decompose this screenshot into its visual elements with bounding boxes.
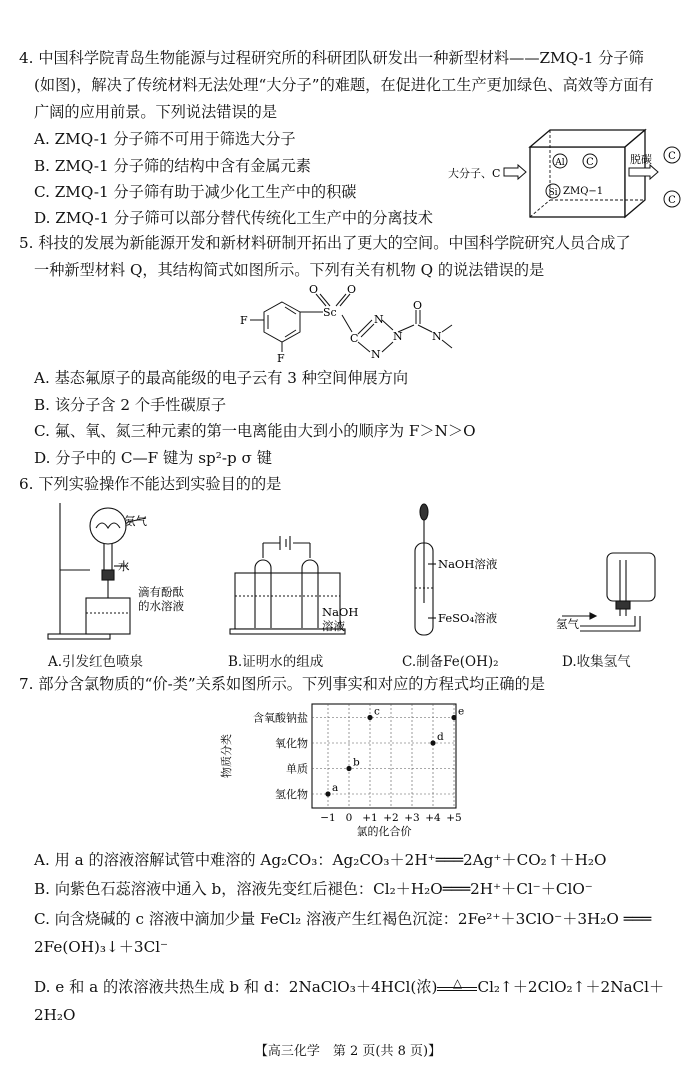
output-c-bottom: C bbox=[668, 195, 676, 206]
q7-option-b: B. 向紫色石蕊溶液中通入 b，溶液先变红后褪色：Cl₂＋H₂O═══2H⁺＋Cl⁻＋ClO⁻ bbox=[34, 880, 593, 898]
q6-apparatus-figures bbox=[40, 498, 680, 646]
naoh-label-1: NaOH bbox=[322, 605, 359, 619]
q4-molecular-sieve-figure bbox=[440, 125, 690, 220]
q5-option-b: B. 该分子含 2 个手性碳原子 bbox=[34, 396, 227, 414]
heat-symbol: △ bbox=[452, 976, 463, 990]
output-c-top: C bbox=[668, 151, 676, 162]
page-footer: 【高三化学 第 2 页(共 8 页)】 bbox=[254, 1044, 442, 1059]
data-point-b bbox=[346, 766, 351, 771]
naoh-label-2: 溶液 bbox=[322, 619, 345, 633]
nitrogen-label-2: N bbox=[393, 330, 403, 343]
q5-stem-line2: 一种新型材料 Q，其结构简式如图所示。下列有关有机物 Q 的说法错误的是 bbox=[34, 261, 545, 279]
fluorine-label-1: F bbox=[240, 314, 248, 327]
data-point-a bbox=[325, 791, 330, 796]
data-point-d bbox=[430, 740, 435, 745]
feso4-label: FeSO₄溶液 bbox=[438, 611, 498, 625]
q4-stem-line3: 广阔的应用前景。下列说法错误的是 bbox=[34, 103, 277, 121]
q4-stem-line2: (如图)，解决了传统材料无法处理“大分子”的难题，在促进化工生产更加绿色、高效等方面有 bbox=[34, 76, 654, 94]
x-tick-label: +2 bbox=[383, 812, 399, 824]
data-point-label: a bbox=[332, 782, 339, 794]
data-point-e bbox=[451, 715, 456, 720]
q4-option-b: B. ZMQ-1 分子筛的结构中含有金属元素 bbox=[34, 157, 311, 175]
q6-stem: 6. 下列实验操作不能达到实验目的的是 bbox=[19, 475, 282, 493]
x-tick-label: 0 bbox=[345, 812, 353, 824]
al-atom-label: Al bbox=[555, 158, 565, 168]
q6-caption-d: D.收集氢气 bbox=[562, 654, 631, 670]
y-category-label: 单质 bbox=[286, 762, 308, 776]
q7-option-d-line1 bbox=[34, 977, 664, 997]
q6-caption-b: B.证明水的组成 bbox=[228, 654, 324, 670]
zmq-label: ZMQ−1 bbox=[563, 186, 604, 197]
y-category-label: 氧化物 bbox=[275, 737, 308, 750]
data-point-c bbox=[367, 715, 372, 720]
oxygen-label-1: O bbox=[309, 283, 319, 296]
input-label: 大分子、C bbox=[448, 167, 501, 180]
x-tick-label: +1 bbox=[362, 812, 378, 824]
q6-caption-a: A.引发红色喷泉 bbox=[48, 654, 144, 670]
q6-caption-c: C.制备Fe(OH)₂ bbox=[402, 654, 499, 670]
water-label: 水 bbox=[118, 559, 130, 573]
q4-option-a: A. ZMQ-1 分子筛不可用于筛选大分子 bbox=[34, 130, 296, 148]
q4-option-c: C. ZMQ-1 分子筛有助于减少化工生产中的积碳 bbox=[34, 183, 357, 201]
y-category-label: 氢化物 bbox=[275, 788, 308, 801]
si-atom-label: Si bbox=[548, 188, 558, 198]
naoh-solution-label: NaOH溶液 bbox=[438, 557, 498, 571]
x-tick-label: +4 bbox=[425, 812, 441, 824]
c-atom-label: C bbox=[586, 157, 594, 168]
q5-option-d: D. 分子中的 C—F 键为 sp²-p σ 键 bbox=[34, 449, 272, 467]
nitrogen-label-4: N bbox=[432, 330, 442, 343]
q4-stem-line1: 4. 中国科学院青岛生物能源与过程研究所的科研团队研发出一种新型材料——ZMQ-1 分子筛 bbox=[19, 49, 644, 67]
x-tick-label: −1 bbox=[320, 812, 336, 824]
nitrogen-label-1: N bbox=[374, 313, 384, 326]
q7-option-a: A. 用 a 的溶液溶解试管中难溶的 Ag₂CO₃：Ag₂CO₃＋2H⁺═══2Ag⁺＋CO₂↑＋H₂O bbox=[34, 851, 607, 869]
data-point-label: c bbox=[374, 705, 380, 718]
oxygen-label-2: O bbox=[347, 283, 357, 296]
q5-option-c: C. 氟、氧、氮三种元素的第一电离能由大到小的顺序为 F＞N＞O bbox=[34, 422, 476, 440]
q7-valence-class-chart bbox=[216, 694, 476, 844]
x-axis-title: 氯的化合价 bbox=[356, 825, 412, 838]
q7-stem: 7. 部分含氯物质的“价-类”关系如图所示。下列事实和对应的方程式均正确的是 bbox=[19, 675, 545, 693]
q5-option-a: A. 基态氟原子的最高能级的电子云有 3 种空间伸展方向 bbox=[34, 369, 409, 387]
data-point-label: b bbox=[353, 756, 360, 769]
q7-option-d-part1: D. e 和 a 的浓溶液共热生成 b 和 d：2NaClO₃＋4HCl(浓) bbox=[34, 978, 438, 996]
data-point-label: e bbox=[458, 705, 465, 718]
x-tick-label: +3 bbox=[404, 812, 420, 824]
data-point-label: d bbox=[437, 731, 444, 743]
carbon-label: C bbox=[350, 332, 359, 345]
q7-option-d-line2: 2H₂O bbox=[34, 1006, 76, 1024]
q5-structure-formula bbox=[230, 280, 470, 370]
phenolphthalein-label-2: 的水溶液 bbox=[138, 599, 184, 613]
q7-option-c-line2: 2Fe(OH)₃↓＋3Cl⁻ bbox=[34, 938, 169, 956]
q7-option-d-part2: Cl₂↑＋2ClO₂↑＋2NaCl＋ bbox=[477, 978, 665, 996]
y-axis-title: 物质分类 bbox=[220, 734, 233, 778]
q4-option-d: D. ZMQ-1 分子筛可以部分替代传统化工生产中的分离技术 bbox=[34, 209, 433, 227]
oxygen-label-3: O bbox=[413, 299, 423, 312]
q5-stem-line1: 5. 科技的发展为新能源开发和新材料研制开拓出了更大的空间。中国科学院研究人员合成了 bbox=[19, 234, 631, 252]
y-category-label: 含氧酸钠盐 bbox=[253, 711, 308, 725]
sulfur-label: Sc bbox=[323, 306, 337, 319]
heat-condition-arrow bbox=[437, 976, 477, 997]
fluorine-label-2: F bbox=[277, 352, 285, 365]
q7-option-c-line1: C. 向含烧碱的 c 溶液中滴加少量 FeCl₂ 溶液产生红褐色沉淀：2Fe²⁺＋3ClO⁻＋3H₂O ═══ bbox=[34, 910, 652, 928]
phenolphthalein-label-1: 滴有酚酞 bbox=[138, 585, 184, 599]
nitrogen-label-3: N bbox=[371, 348, 381, 361]
decarb-label: 脱碳 bbox=[630, 153, 652, 166]
hydrogen-label: 氢气 bbox=[556, 617, 579, 631]
x-tick-label: +5 bbox=[446, 812, 462, 824]
ammonia-label: 氨气 bbox=[124, 514, 147, 528]
